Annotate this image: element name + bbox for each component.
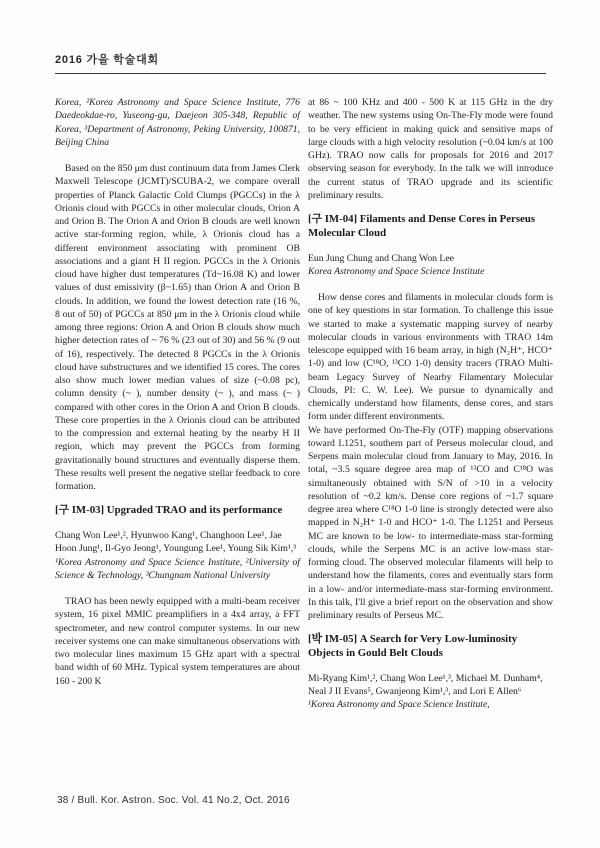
- affiliations-im04: Korea Astronomy and Space Science Institute: [308, 265, 485, 277]
- affiliation-continued: Korea, ²Korea Astronomy and Space Science Institute, 776 Daedeokdae-ro, Yuseong-gu, Daejeon 305-348, Republic of Korea, ³Department of Astronomy, Peking University, 100871, Beijing China: [55, 97, 300, 148]
- header-title: 2016 가을 학술대회: [55, 54, 159, 66]
- page-header: [55, 50, 546, 74]
- affiliations-im03: ¹Korea Astronomy and Space Science Institute, ²University of Science & Technology, ³Chungnam National University: [55, 556, 300, 581]
- column-left: [55, 96, 300, 776]
- abstract-im04-p1: How dense cores and filaments in molecular clouds form is one of key questions in star formation. To challenge this issue we started to make a systematic mapping survey of nearby molecular clouds in various environments with TRAO 14m telescope equipped with 16 beam array, in high (N₂H⁺, HCO⁺ 1-0) and low (C¹⁸O, ¹³CO 1-0) density tracers (TRAO Multi-beam Legacy Survey of Nearby Filamentary Molecular Clouds, PI: C. W. Lee). We pursue to dynamically and chemically understand how filaments, dense cores, and stars form under different environments.: [308, 292, 553, 423]
- section-heading-im03: [구 IM-03] Upgraded TRAO and its performance: [55, 504, 283, 517]
- abstract-im02: Based on the 850 μm dust continuum data from James Clerk Maxwell Telescope (JCMT)/SCUBA-2, we compare overall properties of Planck Galactic Cold Clumps (PGCCs) in the λ Orionis cloud with PGCCs in other molecular clouds, Orion A and Orion B. The Orion A and Orion B clouds are well known active star-forming region, while, λ Orionis cloud has a different environment associating with prominent OB associations and a giant H II region. PGCCs in the λ Orionis cloud have higher dust temperatures (Td~16.08 K) and lower values of dust emissivity (β~1.65) than Orion A and Orion B clouds. In addition, we found the lowest detection rate (16 %, 8 out of 50) of PGCCs at 850 μm in the λ Orionis cloud while among three regions: Orion A and Orion B clouds show much higher detection rates of ~ 76 % (23 out of 30) and 56 % (9 out of 16), respectively. The detected 8 PGCCs in the λ Orionis cloud have substructures and we identified 15 cores. The cores also show much lower median values of size (~0.08 pc), column density (~ ), number density (~ ), and mass (~ ) compared with other cores in the Orion A and Orion B clouds. These core properties in the λ Orionis cloud can be attributed to the compression and external heating by the nearby H II region, which may prevent the PGCCs from forming gravitationally bound structures and eventually disperse them. These results well present the negative stellar feedback to core formation.: [55, 163, 300, 492]
- section-heading-im04: [구 IM-04] Filaments and Dense Cores in Perseus Molecular Cloud: [308, 213, 536, 239]
- abstract-im04-p2: We have performed On-The-Fly (OTF) mapping observations toward L1251, southern part of Perseus molecular cloud, and Serpens main molecular cloud from January to May, 2016. In total, ~3.5 square degree area map of ¹³CO and C¹⁸O was simultaneously obtained with S/N of >10 in a velocity resolution of ~0.2 km/s. Dense core regions of ~1.7 square degree area where C¹⁸O 1-0 line is strongly detected were also mapped in N₂H⁺ 1-0 and HCO⁺ 1-0. The L1251 and Perseus MC are known to be low- to intermediate-mass star-forming clouds, while the Serpens MC is an active low-mass star-forming cloud. The observed molecular filaments will help to understand how the filaments, cores and eventually stars form in a low- and/or intermediate-mass star-forming environment. In this talk, I'll give a brief report on the observation and show preliminary results of Perseus MC.: [308, 424, 553, 622]
- column-right: [308, 96, 553, 776]
- content-columns: [55, 96, 553, 776]
- page-footer: [57, 795, 547, 806]
- authors-im04: Eun Jung Chung and Chang Won Lee: [308, 252, 454, 264]
- abstract-im03-part2: at 86 ~ 100 KHz and 400 - 500 K at 115 GHz in the dry weather. The new systems using On-The-Fly mode were found to be very efficient in making quick and sensitive maps of large clouds with a high velocity resolution (~0.04 km/s at 100 GHz). TRAO now calls for proposals for 2016 and 2017 observing season for everybody. In the talk we will introduce the current status of TRAO upgrade and its scientific preliminary results.: [308, 97, 553, 201]
- abstract-im03-part1: TRAO has been newly equipped with a multi-beam receiver system, 16 pixel MMIC preamplifiers in a 4x4 array, a FFT spectrometer, and new control computer systems. In our new receiver systems one can make simultaneous observations with two molecular lines maximum 15 GHz apart with a spectral band width of 60 MHz. Typical system temperatures are about 160 - 200 K: [55, 596, 300, 687]
- section-heading-im05: [박 IM-05] A Search for Very Low-luminosity Objects in Gould Belt Clouds: [308, 633, 518, 660]
- authors-im05: Mi-Ryang Kim¹,², Chang Won Lee¹,³, Michael M. Dunham⁴, Neal J II Evans⁵, Gwanjeong Kim¹,³, and Lori E Allen⁶: [308, 672, 543, 698]
- authors-im03: Chang Won Lee¹,², Hyunwoo Kang¹, Changhoon Lee¹, Jae Hoon Jung¹, Il-Gyo Jeong¹, Youngung Lee¹, Young Sik Kim¹,³: [55, 530, 297, 555]
- footer-text: 38 / Bull. Kor. Astron. Soc. Vol. 41 No.2, Oct. 2016: [57, 795, 290, 806]
- affiliations-im05: ¹Korea Astronomy and Space Science Institute,: [308, 699, 490, 711]
